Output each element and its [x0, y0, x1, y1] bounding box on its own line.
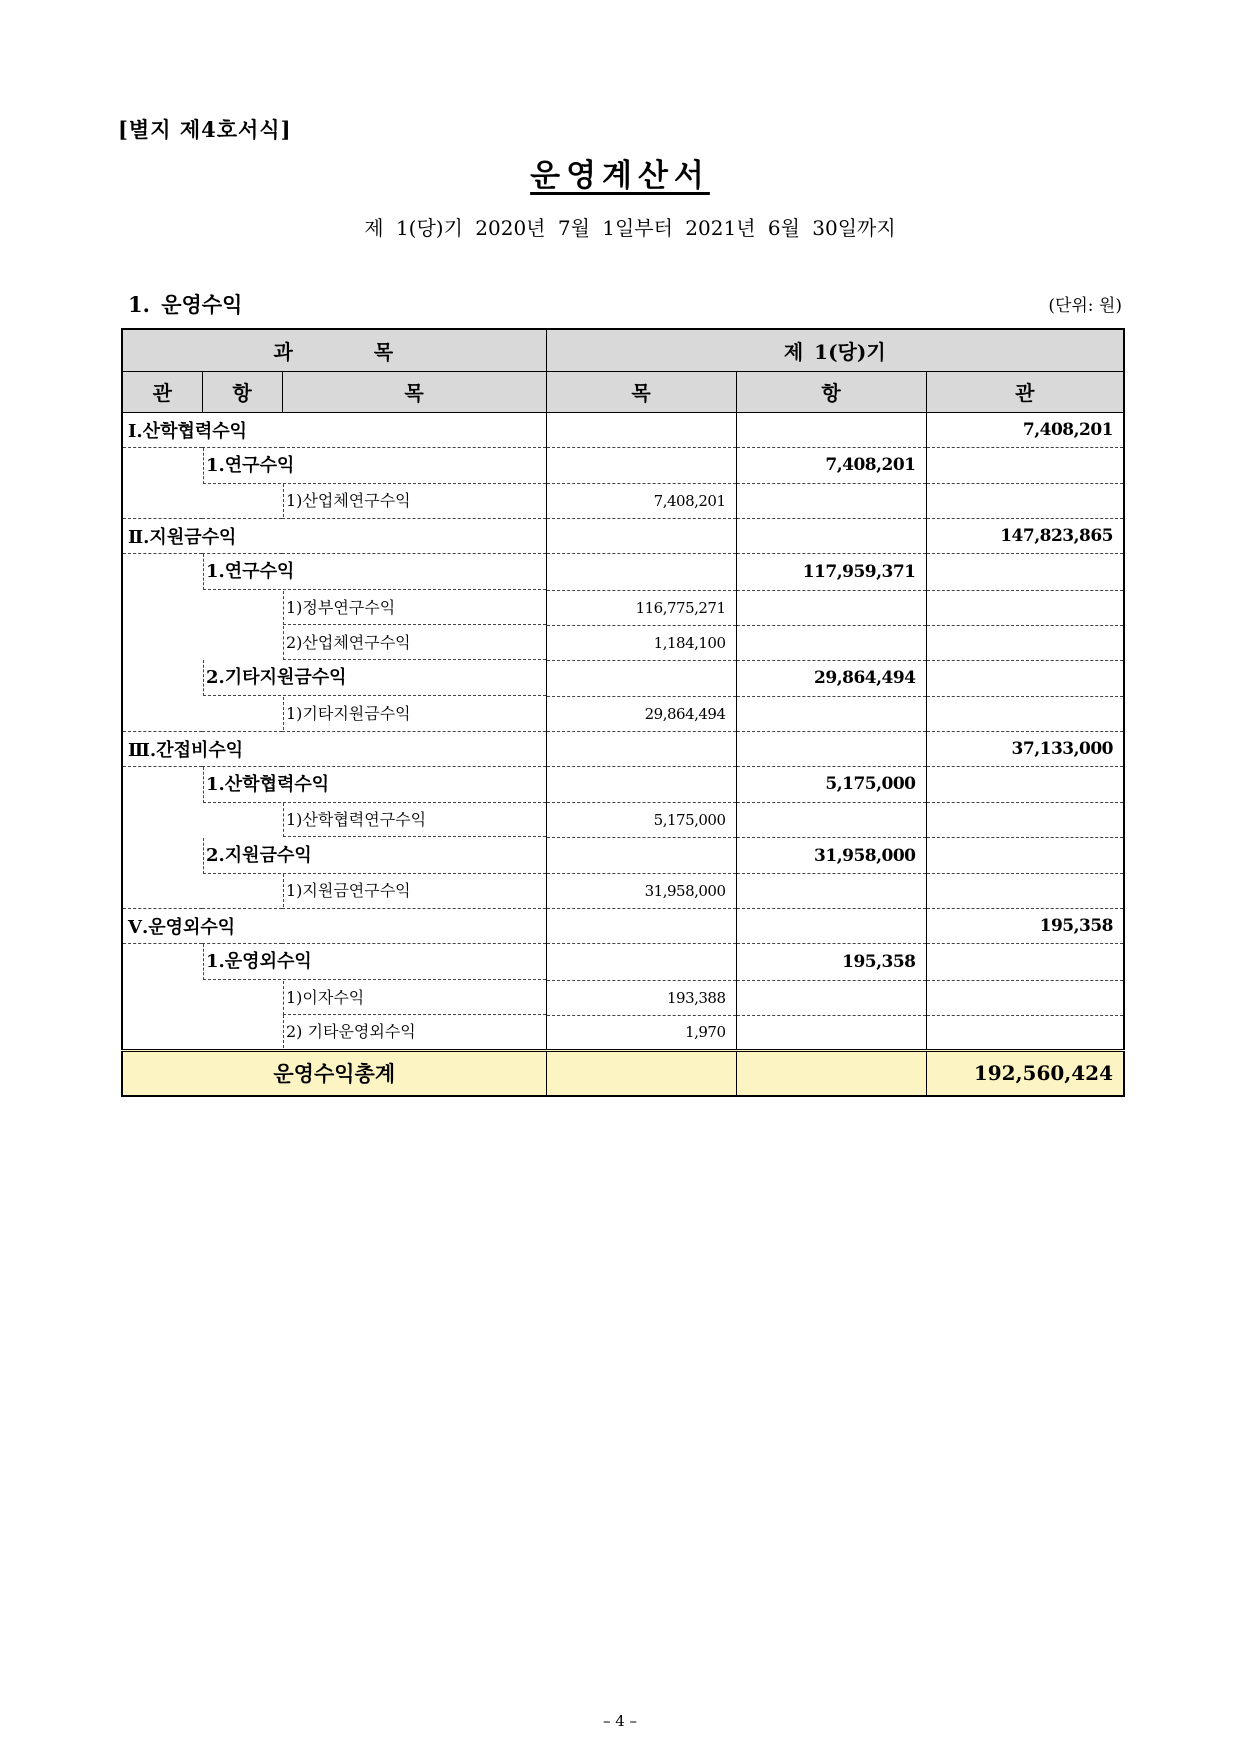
- row-account-name: [122, 625, 546, 660]
- form-label: [별지 제4호서식]: [118, 117, 292, 142]
- row-amount-hang: 117,959,371: [736, 554, 926, 591]
- table-row: [122, 625, 1124, 660]
- row-account-name-text: 1)산학협력연구수익: [283, 803, 546, 837]
- table-row: [122, 766, 1124, 803]
- row-account-name-text: 1)지원금연구수익: [283, 874, 546, 907]
- row-account-name: [122, 590, 546, 625]
- table-row: [122, 803, 1124, 838]
- row-amount-hang: [736, 803, 926, 838]
- table-row: [122, 519, 1124, 554]
- row-amount-gwan: [926, 766, 1124, 803]
- row-amount-mok: [546, 909, 736, 944]
- row-amount-gwan: 147,823,865: [926, 519, 1124, 554]
- row-account-name-text: 2)산업체연구수익: [283, 626, 546, 660]
- row-amount-gwan: [926, 696, 1124, 731]
- row-amount-mok: [546, 944, 736, 981]
- fiscal-period: 제 1(당)기 2020년 7월 1일부터 2021년 6월 30일까지: [364, 216, 896, 240]
- operating-statement-table: [121, 328, 1125, 1097]
- row-account-name-text: 1.연구수익: [203, 448, 546, 484]
- row-amount-hang: [736, 412, 926, 447]
- header-subject: 과 목: [122, 329, 546, 371]
- header-col-mok: 목: [546, 371, 736, 412]
- row-amount-mok: 1,184,100: [546, 625, 736, 660]
- table-row: [122, 731, 1124, 766]
- total-label: 운영수익총계: [122, 1050, 546, 1096]
- table-row: [122, 447, 1124, 484]
- header-hang: 항: [202, 371, 282, 412]
- row-amount-hang: [736, 731, 926, 766]
- row-account-name: [122, 1015, 546, 1050]
- row-amount-gwan: [926, 803, 1124, 838]
- row-amount-gwan: [926, 944, 1124, 981]
- table-row: [122, 412, 1124, 447]
- row-account-name: [122, 838, 546, 874]
- table-row: [122, 590, 1124, 625]
- total-amount-gwan: 192,560,424: [926, 1050, 1124, 1096]
- row-account-name: [122, 944, 546, 981]
- row-amount-hang: 5,175,000: [736, 766, 926, 803]
- total-row: [122, 1050, 1124, 1096]
- table-row: [122, 484, 1124, 519]
- row-account-name-text: 1.연구수익: [203, 554, 546, 590]
- row-amount-mok: [546, 766, 736, 803]
- unit-label: (단위: 원): [1048, 296, 1122, 316]
- row-amount-mok: [546, 519, 736, 554]
- row-account-name: Ⅱ.지원금수익: [122, 519, 546, 554]
- row-amount-hang: [736, 625, 926, 660]
- row-account-name: [122, 766, 546, 803]
- row-amount-mok: 1,970: [546, 1015, 736, 1050]
- document-title-text: 운영계산서: [530, 158, 710, 194]
- row-account-name-text: 1.산학협력수익: [203, 767, 546, 803]
- row-account-name-text: 2.기타지원금수익: [203, 660, 546, 696]
- row-amount-gwan: [926, 838, 1124, 874]
- row-amount-gwan: 7,408,201: [926, 412, 1124, 447]
- row-amount-mok: [546, 554, 736, 591]
- row-account-name: [122, 554, 546, 591]
- row-amount-mok: [546, 731, 736, 766]
- row-amount-hang: 29,864,494: [736, 660, 926, 696]
- table-row: [122, 660, 1124, 696]
- row-account-name: [122, 447, 546, 484]
- row-amount-hang: [736, 519, 926, 554]
- row-amount-hang: [736, 696, 926, 731]
- header-row-2: [122, 371, 1124, 412]
- row-amount-gwan: [926, 590, 1124, 625]
- row-account-name: [122, 660, 546, 696]
- row-amount-hang: [736, 909, 926, 944]
- row-amount-hang: [736, 1015, 926, 1050]
- section-title: 1. 운영수익: [128, 292, 243, 317]
- row-account-name: Ⅰ.산학협력수익: [122, 412, 546, 447]
- row-amount-mok: [546, 412, 736, 447]
- row-account-name-text: 2.지원금수익: [203, 838, 546, 874]
- row-amount-hang: 31,958,000: [736, 838, 926, 874]
- row-amount-gwan: [926, 554, 1124, 591]
- row-amount-hang: [736, 484, 926, 519]
- row-amount-hang: 7,408,201: [736, 447, 926, 484]
- table-row: [122, 874, 1124, 909]
- row-account-name: Ⅴ.운영외수익: [122, 909, 546, 944]
- row-amount-mok: 7,408,201: [546, 484, 736, 519]
- total-amount-hang: [736, 1050, 926, 1096]
- table-body: [122, 412, 1124, 1096]
- row-account-name-text: 1)정부연구수익: [283, 591, 546, 625]
- row-amount-mok: 193,388: [546, 980, 736, 1015]
- row-amount-gwan: [926, 625, 1124, 660]
- table-row: [122, 909, 1124, 944]
- table-row: [122, 554, 1124, 591]
- table-row: [122, 1015, 1124, 1050]
- header-period: 제 1(당)기: [546, 329, 1124, 371]
- row-amount-hang: [736, 874, 926, 909]
- row-amount-gwan: [926, 980, 1124, 1015]
- row-amount-hang: 195,358: [736, 944, 926, 981]
- row-account-name: [122, 803, 546, 838]
- row-amount-gwan: [926, 660, 1124, 696]
- table-row: [122, 944, 1124, 981]
- row-amount-mok: [546, 447, 736, 484]
- row-account-name: [122, 484, 546, 519]
- total-amount-mok: [546, 1050, 736, 1096]
- row-account-name-text: 1)이자수익: [283, 981, 546, 1015]
- row-amount-mok: [546, 660, 736, 696]
- row-account-name: [122, 980, 546, 1015]
- table-row: [122, 838, 1124, 874]
- row-account-name: Ⅲ.간접비수익: [122, 731, 546, 766]
- header-col-gwan: 관: [926, 371, 1124, 412]
- row-amount-gwan: [926, 447, 1124, 484]
- row-account-name-text: 2) 기타운영외수익: [283, 1015, 546, 1048]
- header-mok: 목: [282, 371, 546, 412]
- row-amount-mok: 5,175,000: [546, 803, 736, 838]
- table-row: [122, 980, 1124, 1015]
- row-amount-hang: [736, 590, 926, 625]
- row-amount-gwan: [926, 1015, 1124, 1050]
- row-amount-mok: 31,958,000: [546, 874, 736, 909]
- row-amount-gwan: [926, 484, 1124, 519]
- row-amount-hang: [736, 980, 926, 1015]
- table-row: [122, 696, 1124, 731]
- row-amount-mok: [546, 838, 736, 874]
- document-title: [0, 150, 1240, 195]
- header-col-hang: 항: [736, 371, 926, 412]
- row-amount-mok: 116,775,271: [546, 590, 736, 625]
- row-amount-gwan: [926, 874, 1124, 909]
- row-account-name: [122, 874, 546, 909]
- header-gwan: 관: [122, 371, 202, 412]
- row-amount-gwan: 195,358: [926, 909, 1124, 944]
- row-account-name-text: 1)기타지원금수익: [283, 697, 546, 730]
- header-row-1: [122, 329, 1124, 371]
- row-amount-gwan: 37,133,000: [926, 731, 1124, 766]
- page-number: – 4 –: [602, 1712, 638, 1730]
- row-account-name-text: 1)산업체연구수익: [283, 484, 546, 517]
- row-amount-mok: 29,864,494: [546, 696, 736, 731]
- row-account-name-text: 1.운영외수익: [203, 944, 546, 980]
- row-account-name: [122, 696, 546, 731]
